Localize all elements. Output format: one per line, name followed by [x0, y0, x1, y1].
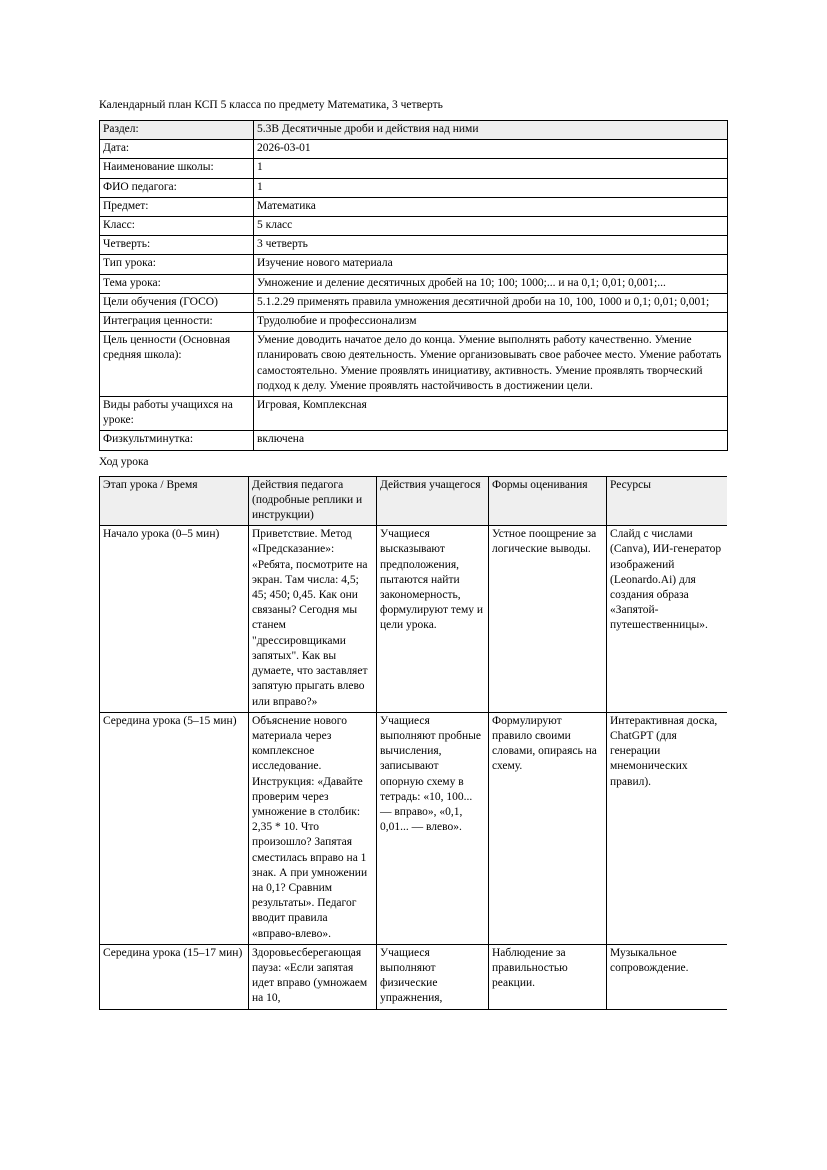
info-label: Физкультминутка: [100, 431, 254, 450]
cell-student-actions: Учащиеся высказывают предположения, пытаются найти закономерность, формулируют тему и цели урока. [377, 526, 489, 712]
table-row [100, 217, 728, 236]
table-row [100, 293, 728, 312]
table-row [100, 332, 728, 397]
info-label: Наименование школы: [100, 159, 254, 178]
info-label: Цели обучения (ГОСО) [100, 293, 254, 312]
table-row [100, 526, 728, 712]
table-row [100, 274, 728, 293]
table-row [100, 159, 728, 178]
info-value: 2026-03-01 [254, 140, 728, 159]
cell-student-actions: Учащиеся выполняют физические упражнения, [377, 944, 489, 1009]
info-value: 5 класс [254, 217, 728, 236]
info-label: Тема урока: [100, 274, 254, 293]
info-label: ФИО педагога: [100, 178, 254, 197]
cell-teacher-actions: Приветствие. Метод «Предсказание»: «Ребята, посмотрите на экран. Там числа: 4,5; 45; 450; 0,45. Как они связаны? Сегодня мы станем "дрессировщиками запятых". Как вы думаете, что заставляет запятую прыгать влево или вправо?» [249, 526, 377, 712]
cell-resources: Интерактивная доска, ChatGPT (для генерации мнемонических правил). [607, 712, 728, 944]
cell-teacher-actions: Объяснение нового материала через комплексное исследование. Инструкция: «Давайте проверим через умножение в столбик: 2,35 * 10. Что произошло? Запятая сместилась вправо на 1 знак. А при умножении на 0,1? Сравним результаты». Педагог вводит правила «вправо-влево». [249, 712, 377, 944]
table-row [100, 140, 728, 159]
table-row [100, 944, 728, 1009]
column-header-assessment: Формы оценивания [489, 476, 607, 526]
cell-assessment: Устное поощрение за логические выводы. [489, 526, 607, 712]
cell-stage: Середина урока (5–15 мин) [100, 712, 249, 944]
column-header-student-actions: Действия учащегося [377, 476, 489, 526]
lesson-flow-table-wrapper [99, 476, 727, 1042]
info-value: Умножение и деление десятичных дробей на 10; 100; 1000;... и на 0,1; 0,01; 0,001;... [254, 274, 728, 293]
lesson-flow-table [99, 476, 727, 1010]
cell-assessment: Наблюдение за правильностью реакции. [489, 944, 607, 1009]
table-row [100, 431, 728, 450]
info-label: Цель ценности (Основная средняя школа): [100, 332, 254, 397]
table-row [100, 178, 728, 197]
table-row [100, 397, 728, 431]
info-value: Умение доводить начатое дело до конца. Умение выполнять работу качественно. Умение планировать свою деятельность. Умение организовывать свое рабочее место. Умение работать самостоятельно. Умение проявлять инициативу, активность. Умение проявлять творческий подход к делу. Умение проявлять настойчивость в достижении цели. [254, 332, 728, 397]
cell-assessment: Формулируют правило своими словами, опираясь на схему. [489, 712, 607, 944]
info-label: Предмет: [100, 197, 254, 216]
page-title: Календарный план КСП 5 класса по предмету Математика, 3 четверть [99, 99, 443, 111]
info-label: Тип урока: [100, 255, 254, 274]
lesson-flow-body [100, 526, 728, 1009]
table-row [100, 236, 728, 255]
info-value: Изучение нового материала [254, 255, 728, 274]
table-row [100, 712, 728, 944]
lesson-info-body [100, 121, 728, 451]
column-header-stage: Этап урока / Время [100, 476, 249, 526]
cell-teacher-actions: Здоровьесберегающая пауза: «Если запятая идет вправо (умножаем на 10, [249, 944, 377, 1009]
info-value: 1 [254, 159, 728, 178]
info-value: включена [254, 431, 728, 450]
table-row [100, 313, 728, 332]
table-row [100, 121, 728, 140]
table-header-row [100, 476, 728, 526]
info-value: Трудолюбие и профессионализм [254, 313, 728, 332]
cell-student-actions: Учащиеся выполняют пробные вычисления, записывают опорную схему в тетрадь: «10, 100... — вправо», «0,1, 0,01... — влево». [377, 712, 489, 944]
cell-resources: Музыкальное сопровождение. [607, 944, 728, 1009]
info-label: Раздел: [100, 121, 254, 140]
page-content [99, 98, 727, 1042]
cell-resources: Слайд с числами (Canva), ИИ-генератор изображений (Leonardo.Ai) для создания образа «Запятой-путешественницы». [607, 526, 728, 712]
table-row [100, 197, 728, 216]
lesson-info-table [99, 120, 728, 451]
lesson-flow-heading: Ход урока [99, 455, 149, 468]
info-label: Четверть: [100, 236, 254, 255]
info-value: 1 [254, 178, 728, 197]
info-value: 3 четверть [254, 236, 728, 255]
info-label: Интеграция ценности: [100, 313, 254, 332]
cell-stage: Середина урока (15–17 мин) [100, 944, 249, 1009]
info-value: Математика [254, 197, 728, 216]
info-value: 5.3B Десятичные дроби и действия над ними [254, 121, 728, 140]
column-header-teacher-actions: Действия педагога (подробные реплики и инструкции) [249, 476, 377, 526]
lesson-flow-head [100, 476, 728, 526]
info-label: Класс: [100, 217, 254, 236]
table-row [100, 255, 728, 274]
cell-stage: Начало урока (0–5 мин) [100, 526, 249, 712]
info-label: Дата: [100, 140, 254, 159]
column-header-resources: Ресурсы [607, 476, 728, 526]
info-value: 5.1.2.29 применять правила умножения десятичной дроби на 10, 100, 1000 и 0,1; 0,01; 0,001; [254, 293, 728, 312]
info-label: Виды работы учащихся на уроке: [100, 397, 254, 431]
info-value: Игровая, Комплексная [254, 397, 728, 431]
